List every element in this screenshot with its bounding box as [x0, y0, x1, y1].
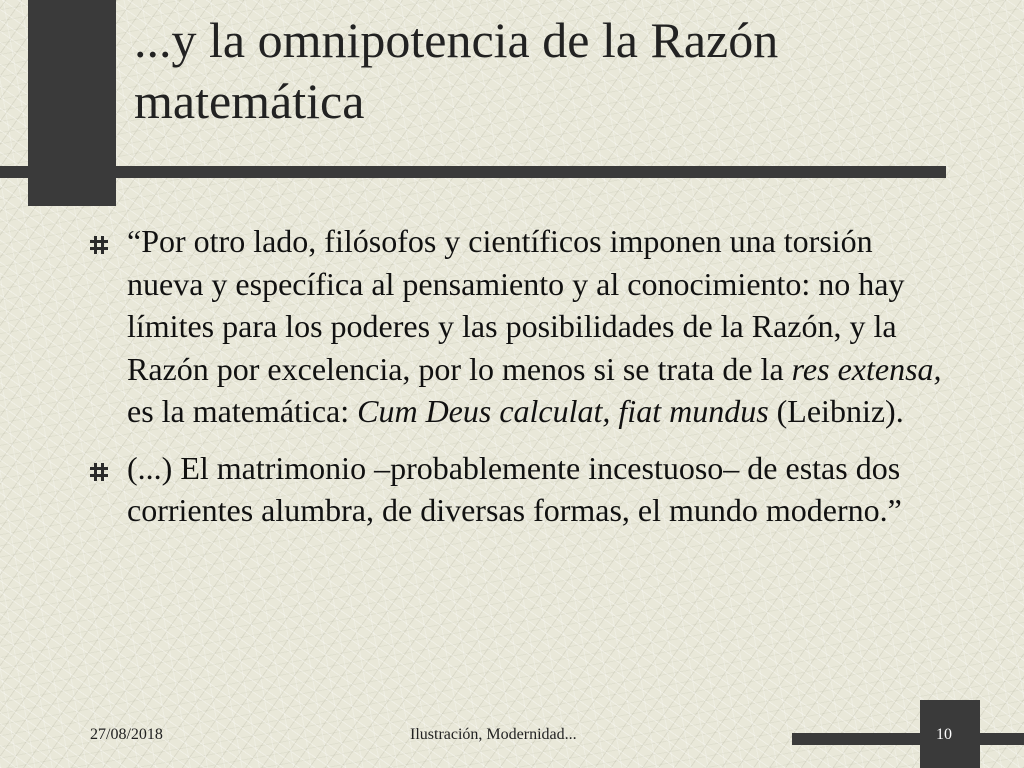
italic-segment: res extensa,: [791, 350, 942, 387]
text-segment: “Por otro lado, filósofos y científicos imponen una torsión nueva y específica al pensamiento y al conocimiento: no hay límites para los poderes y las posibilidades de la Razón, y la Razón por excelencia, por lo menos si se trata de la: [127, 223, 905, 387]
text-segment: (...) El matrimonio –probablemente incestuoso– de estas dos corrientes alumbra, de diversas formas, el mundo moderno.”: [127, 449, 902, 528]
bullet-list: [90, 220, 950, 546]
bullet-item: [90, 447, 950, 532]
text-segment: es la matemática:: [127, 393, 358, 429]
title-rule: [0, 166, 946, 178]
italic-segment: Cum Deus calculat, fiat mundus: [357, 393, 769, 429]
page-number: 10: [936, 726, 952, 743]
footer-rule: [792, 733, 1024, 745]
hash-bullet-icon: [90, 463, 108, 481]
bullet-text: [127, 450, 902, 529]
bullet-item: [90, 220, 950, 433]
footer-date: 27/08/2018: [90, 726, 163, 743]
slide-title: ...y la omnipotencia de la Razón matemática: [134, 12, 779, 129]
text-segment: (Leibniz).: [768, 393, 904, 429]
hash-bullet-icon: [90, 236, 108, 254]
footer-title: Ilustración, Modernidad...: [410, 726, 577, 743]
bullet-text: [127, 223, 942, 429]
